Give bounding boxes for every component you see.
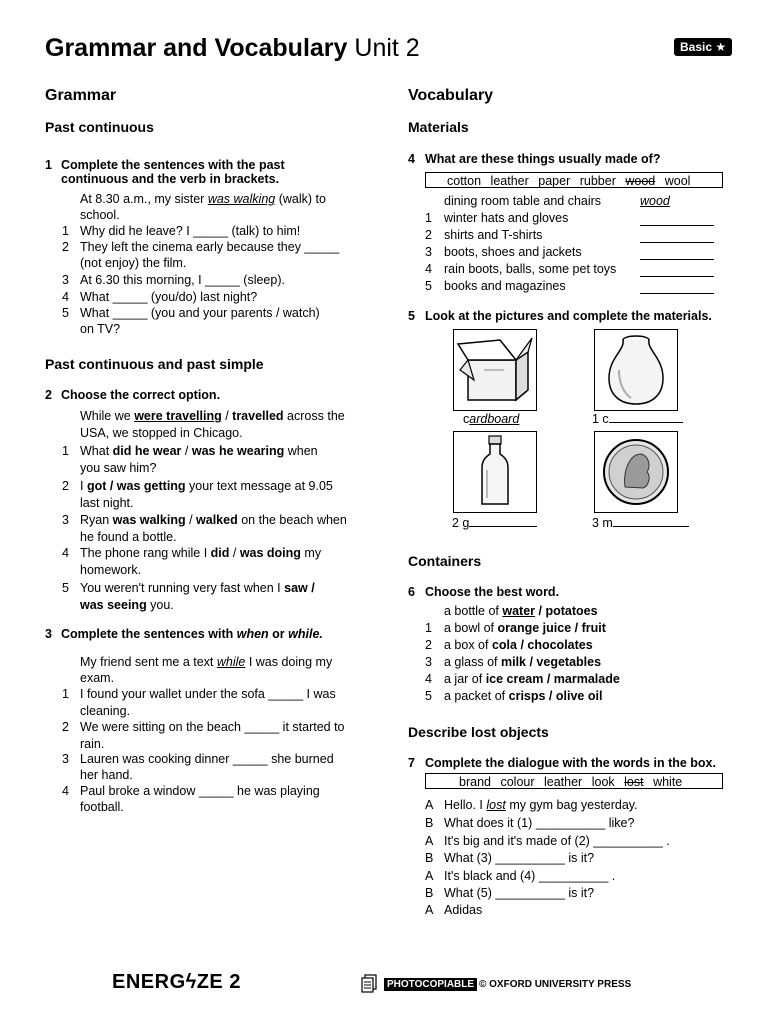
ex6-number: 6 xyxy=(408,585,415,599)
ex3-item-3: Lauren was cooking dinner _____ she burned xyxy=(80,752,334,766)
dialogue-line: What (3) __________ is it? xyxy=(444,851,595,865)
ex2-item-num: 1 xyxy=(62,444,69,458)
ex7-word-box xyxy=(425,773,723,789)
ex2-instruction: Choose the correct option. xyxy=(61,388,221,402)
answer-line xyxy=(640,225,714,226)
ex7-instruction: Complete the dialogue with the words in the box. xyxy=(425,756,716,770)
speaker: A xyxy=(425,834,434,848)
ex5-caption-3: 3 m xyxy=(592,516,689,530)
vase-picture xyxy=(594,329,678,411)
word: rubber xyxy=(579,174,616,188)
dialogue-line: It's black and (4) __________ . xyxy=(444,869,616,883)
ex2-item-2-cont: last night. xyxy=(80,496,134,510)
ex3-item-1-cont: cleaning. xyxy=(80,704,131,718)
word-crossed: wood xyxy=(625,174,656,188)
word: wool xyxy=(664,174,691,188)
dialogue-line: What (5) __________ is it? xyxy=(444,886,595,900)
dialogue-line: Hello. I lost my gym bag yesterday. xyxy=(444,798,638,812)
ex5-instruction: Look at the pictures and complete the materials. xyxy=(425,309,712,323)
ex3-item-3-cont: her hand. xyxy=(80,768,133,782)
ex2-number: 2 xyxy=(45,388,52,402)
ex1-instruction-2: continuous and the verb in brackets. xyxy=(61,172,280,186)
ex1-item-num: 2 xyxy=(62,240,69,254)
ex4-item-4: rain boots, balls, some pet toys xyxy=(444,262,617,276)
ex3-item-2: We were sitting on the beach _____ it started to xyxy=(80,720,345,734)
lightning-icon: ϟ xyxy=(185,971,197,993)
ex1-item-2-cont: (not enjoy) the film. xyxy=(80,256,187,270)
ex1-item-1: Why did he leave? I _____ (talk) to him! xyxy=(80,224,301,238)
ex4-item-num: 1 xyxy=(425,211,432,225)
ex4-item-5: books and magazines xyxy=(444,279,566,293)
ex6-item-4: a jar of ice cream / marmalade xyxy=(444,672,620,686)
ex4-example: dining room table and chairs xyxy=(444,194,602,208)
ex4-number: 4 xyxy=(408,152,415,166)
publisher: © OXFORD UNIVERSITY PRESS xyxy=(479,979,632,990)
ex6-example: a bottle of water / potatoes xyxy=(444,604,598,618)
ex6-item-num: 3 xyxy=(425,655,432,669)
ex1-item-num: 3 xyxy=(62,273,69,287)
answer-line xyxy=(640,293,714,294)
word: brand xyxy=(459,775,491,789)
speaker: A xyxy=(425,903,434,917)
ex4-item-num: 5 xyxy=(425,279,432,293)
star-icon: ★ xyxy=(712,40,727,54)
speaker: A xyxy=(425,869,434,883)
ex4-instruction: What are these things usually made of? xyxy=(425,152,661,166)
ex1-item-5-cont: on TV? xyxy=(80,322,121,336)
ex1-number: 1 xyxy=(45,158,52,172)
ex1-example: At 8.30 a.m., my sister was walking (walk) to xyxy=(80,192,326,206)
bottle-picture xyxy=(453,431,537,513)
past-continuous-heading: Past continuous xyxy=(45,119,154,135)
ex2-example-cont: USA, we stopped in Chicago. xyxy=(80,426,243,440)
ex2-item-1-cont: you saw him? xyxy=(80,461,157,475)
ex6-item-num: 1 xyxy=(425,621,432,635)
ex2-item-num: 5 xyxy=(62,581,69,595)
ex6-item-3: a glass of milk / vegetables xyxy=(444,655,602,669)
ex2-example: While we were travelling / travelled across the xyxy=(80,409,345,423)
ex5-caption-1: 1 c xyxy=(592,412,683,426)
ex3-item-4: Paul broke a window _____ he was playing xyxy=(80,784,320,798)
ex4-item-1: winter hats and gloves xyxy=(444,211,569,225)
ex2-item-4-cont: homework. xyxy=(80,563,142,577)
ex3-item-4-cont: football. xyxy=(80,800,124,814)
answer-line xyxy=(640,276,714,277)
speaker: B xyxy=(425,886,434,900)
energize-logo: ENERGϟZE 2 xyxy=(112,971,241,993)
word: colour xyxy=(500,775,535,789)
level-badge: Basic ★ xyxy=(674,38,732,56)
ex2-item-num: 2 xyxy=(62,479,69,493)
ex1-instruction-1: Complete the sentences with the past xyxy=(61,158,285,172)
word: white xyxy=(653,775,683,789)
ex6-item-2: a box of cola / chocolates xyxy=(444,638,593,652)
ex2-item-4: The phone rang while I did / was doing my xyxy=(80,546,322,560)
ex4-example-answer: wood xyxy=(640,194,670,208)
word-crossed: lost xyxy=(624,775,644,789)
ex4-item-num: 4 xyxy=(425,262,432,276)
ex1-item-3: At 6.30 this morning, I _____ (sleep). xyxy=(80,273,285,287)
coin-picture xyxy=(594,431,678,513)
ex3-example: My friend sent me a text while I was doing my xyxy=(80,655,333,669)
ex3-item-num: 4 xyxy=(62,784,69,798)
answer-line xyxy=(640,259,714,260)
ex6-item-num: 4 xyxy=(425,672,432,686)
ex3-item-num: 3 xyxy=(62,752,69,766)
photocopiable-label: PHOTOCOPIABLE xyxy=(384,978,477,991)
ex4-item-2: shirts and T-shirts xyxy=(444,228,543,242)
cardboard-box-picture xyxy=(453,329,537,411)
ex3-item-1: I found your wallet under the sofa _____ I was xyxy=(80,687,336,701)
word: leather xyxy=(490,174,529,188)
ex2-item-num: 4 xyxy=(62,546,69,560)
lost-objects-heading: Describe lost objects xyxy=(408,724,549,740)
ex3-example-cont: exam. xyxy=(80,671,115,685)
ex6-item-num: 2 xyxy=(425,638,432,652)
speaker: B xyxy=(425,851,434,865)
vocabulary-heading: Vocabulary xyxy=(408,87,494,104)
ex1-item-num: 1 xyxy=(62,224,69,238)
ex2-item-3-cont: he found a bottle. xyxy=(80,530,177,544)
ex6-item-num: 5 xyxy=(425,689,432,703)
ex3-number: 3 xyxy=(45,627,52,641)
ex3-item-num: 1 xyxy=(62,687,69,701)
ex7-number: 7 xyxy=(408,756,415,770)
ex4-item-num: 3 xyxy=(425,245,432,259)
ex2-item-1: What did he wear / was he wearing when xyxy=(80,444,318,458)
word: leather xyxy=(544,775,583,789)
ex6-item-5: a packet of crisps / olive oil xyxy=(444,689,603,703)
ex2-item-3: Ryan was walking / walked on the beach when xyxy=(80,513,347,527)
ex4-item-num: 2 xyxy=(425,228,432,242)
ex5-number: 5 xyxy=(408,309,415,323)
ex4-word-box xyxy=(425,172,723,188)
word: paper xyxy=(538,174,571,188)
ex6-item-1: a bowl of orange juice / fruit xyxy=(444,621,606,635)
ex2-item-num: 3 xyxy=(62,513,69,527)
dialogue-line: What does it (1) __________ like? xyxy=(444,816,635,830)
ex3-instruction: Complete the sentences with when or while. xyxy=(61,627,323,641)
grammar-heading: Grammar xyxy=(45,87,117,104)
ex1-item-num: 4 xyxy=(62,290,69,304)
ex1-item-5: What _____ (you and your parents / watch) xyxy=(80,306,320,320)
ex2-item-2: I got / was getting your text message at 9.05 xyxy=(80,479,333,493)
dialogue-line: Adidas xyxy=(444,903,483,917)
pc-ps-heading: Past continuous and past simple xyxy=(45,356,264,372)
speaker: A xyxy=(425,798,434,812)
page-title: Grammar and Vocabulary Unit 2 xyxy=(45,34,420,62)
speaker: B xyxy=(425,816,434,830)
ex4-item-3: boots, shoes and jackets xyxy=(444,245,582,259)
ex3-item-2-cont: rain. xyxy=(80,737,105,751)
ex1-example-cont: school. xyxy=(80,208,120,222)
word: look xyxy=(591,775,615,789)
ex1-item-2: They left the cinema early because they _____ xyxy=(80,240,340,254)
ex1-item-num: 5 xyxy=(62,306,69,320)
ex5-caption-2: 2 g xyxy=(452,516,537,530)
ex5-caption-example: cardboard xyxy=(463,412,520,426)
ex1-item-4: What _____ (you/do) last night? xyxy=(80,290,258,304)
containers-heading: Containers xyxy=(408,553,482,569)
materials-heading: Materials xyxy=(408,119,469,135)
ex6-instruction: Choose the best word. xyxy=(425,585,560,599)
dialogue-line: It's big and it's made of (2) __________ . xyxy=(444,834,670,848)
photocopy-icon xyxy=(360,974,378,997)
ex2-item-5-cont: was seeing you. xyxy=(80,598,174,612)
word: cotton xyxy=(447,174,482,188)
answer-line xyxy=(640,242,714,243)
ex2-item-5: You weren't running very fast when I saw / xyxy=(80,581,315,595)
ex3-item-num: 2 xyxy=(62,720,69,734)
